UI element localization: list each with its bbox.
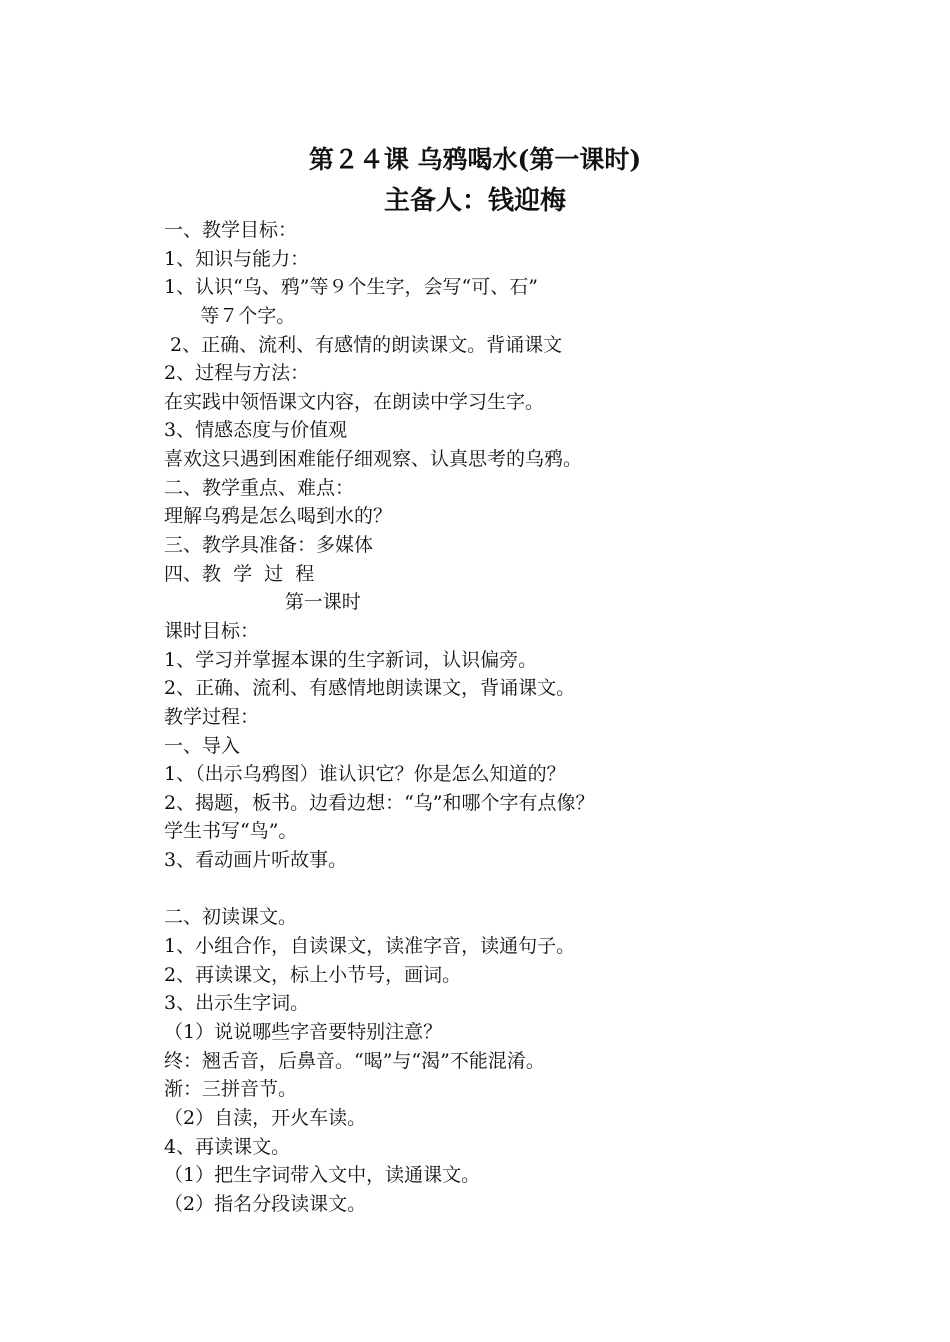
author-line: 主备人：钱迎梅 [383,186,566,216]
text-line: 2、揭题，板书。边看边想：“乌”和哪个字有点像？ [164,791,595,814]
text-line: 等７个字。 [164,304,296,327]
text-line: （1）把生字词带入文中，读通课文。 [164,1164,481,1187]
text-line: 学生书写“鸟”。 [164,820,298,843]
text-line: 1、学习并掌握本课的生字新词，认识偏旁。 [164,648,538,671]
document-body [164,216,884,1218]
text-line: 二、初读课文。 [164,906,298,929]
text-line: 教学过程： [164,705,260,728]
text-line: 理解乌鸦是怎么喝到水的？ [164,505,393,528]
text-line: 三、教学具准备：多媒体 [164,534,374,557]
text-line: 终：翘舌音，后鼻音。“喝”与“渴”不能混淆。 [164,1049,545,1072]
text-line: 1、小组合作，自读课文，读准字音，读通句子。 [164,935,576,958]
text-line: 在实践中领悟课文内容，在朗读中学习生字。 [164,390,545,413]
text-line: 课时目标： [164,619,260,642]
lesson-title: 第２４课 乌鸦喝水(第一课时) [308,145,642,174]
text-line: （2）指名分段读课文。 [164,1192,367,1215]
text-line [164,875,884,904]
text-line: （1）说说哪些字音要特别注意？ [164,1020,443,1043]
text-line: 2、再读课文，标上小节号，画词。 [164,963,462,986]
text-line: 一、教学目标： [164,219,298,241]
text-line: 2、正确、流利、有感情的朗读课文。背诵课文 [164,333,563,356]
text-line: 3、看动画片听故事。 [164,849,348,872]
text-line: 2、正确、流利、有感情地朗读课文，背诵课文。 [164,677,576,700]
text-line: 一、导入 [164,734,241,757]
text-line: 第一课时 [164,591,361,614]
text-line: 喜欢这只遇到困难能仔细观察、认真思考的乌鸦。 [164,448,583,471]
text-line: 1、知识与能力： [164,247,310,270]
text-line: 3、出示生字词。 [164,992,310,1015]
text-line: 4、再读课文。 [164,1135,291,1158]
text-line: 渐：三拼音节。 [164,1078,298,1101]
text-line: 1、认识“乌、鸦”等９个生字，会写“可、石” [164,276,538,299]
text-line: （2）自渎，开火车读。 [164,1106,367,1129]
text-line: 2、过程与方法： [164,362,310,385]
text-line: 二、教学重点、难点： [164,476,355,499]
text-line: 3、情感态度与价值观 [164,419,348,442]
text-line: 四、教 学 过 程 [164,562,315,585]
text-line: 1、（出示乌鸦图）谁认识它？你是怎么知道的？ [164,763,566,786]
